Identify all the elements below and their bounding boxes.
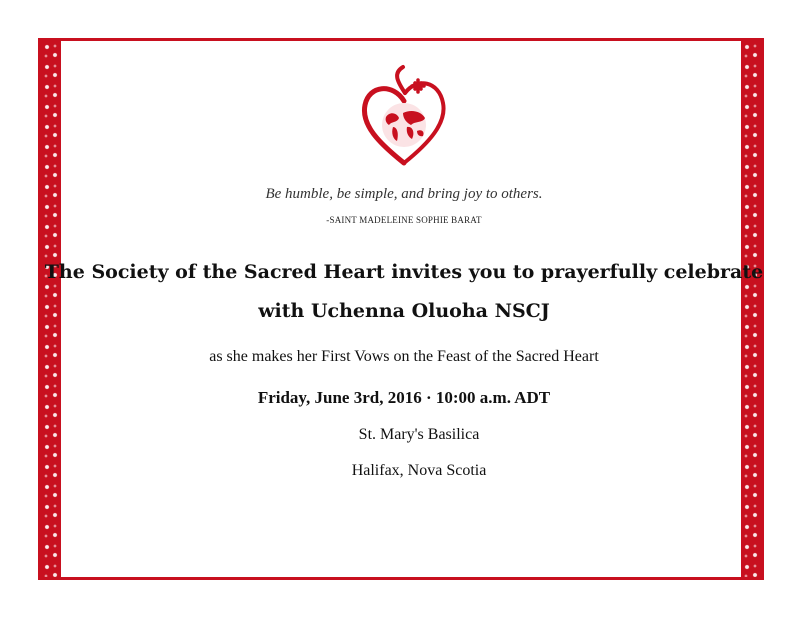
quote-attribution: -SAINT MADELEINE SOPHIE BARAT [326, 215, 482, 225]
headline-line-2: with Uchenna Oluoha NSCJ [258, 300, 550, 322]
occasion-text: as she makes her First Vows on the Feast of the Sacred Heart [209, 348, 599, 365]
invitation-card [38, 38, 764, 580]
sacred-heart-globe-icon [359, 63, 449, 173]
venue-city: Halifax, Nova Scotia [351, 462, 487, 479]
headline-line-1: The Society of the Sacred Heart invites you to prayerfully celebrate [44, 261, 764, 283]
event-datetime: Friday, June 3rd, 2016 · 10:00 a.m. ADT [257, 388, 551, 407]
motto-quote: Be humble, be simple, and bring joy to others. [265, 186, 543, 202]
venue-name: St. Mary's Basilica [358, 426, 480, 443]
